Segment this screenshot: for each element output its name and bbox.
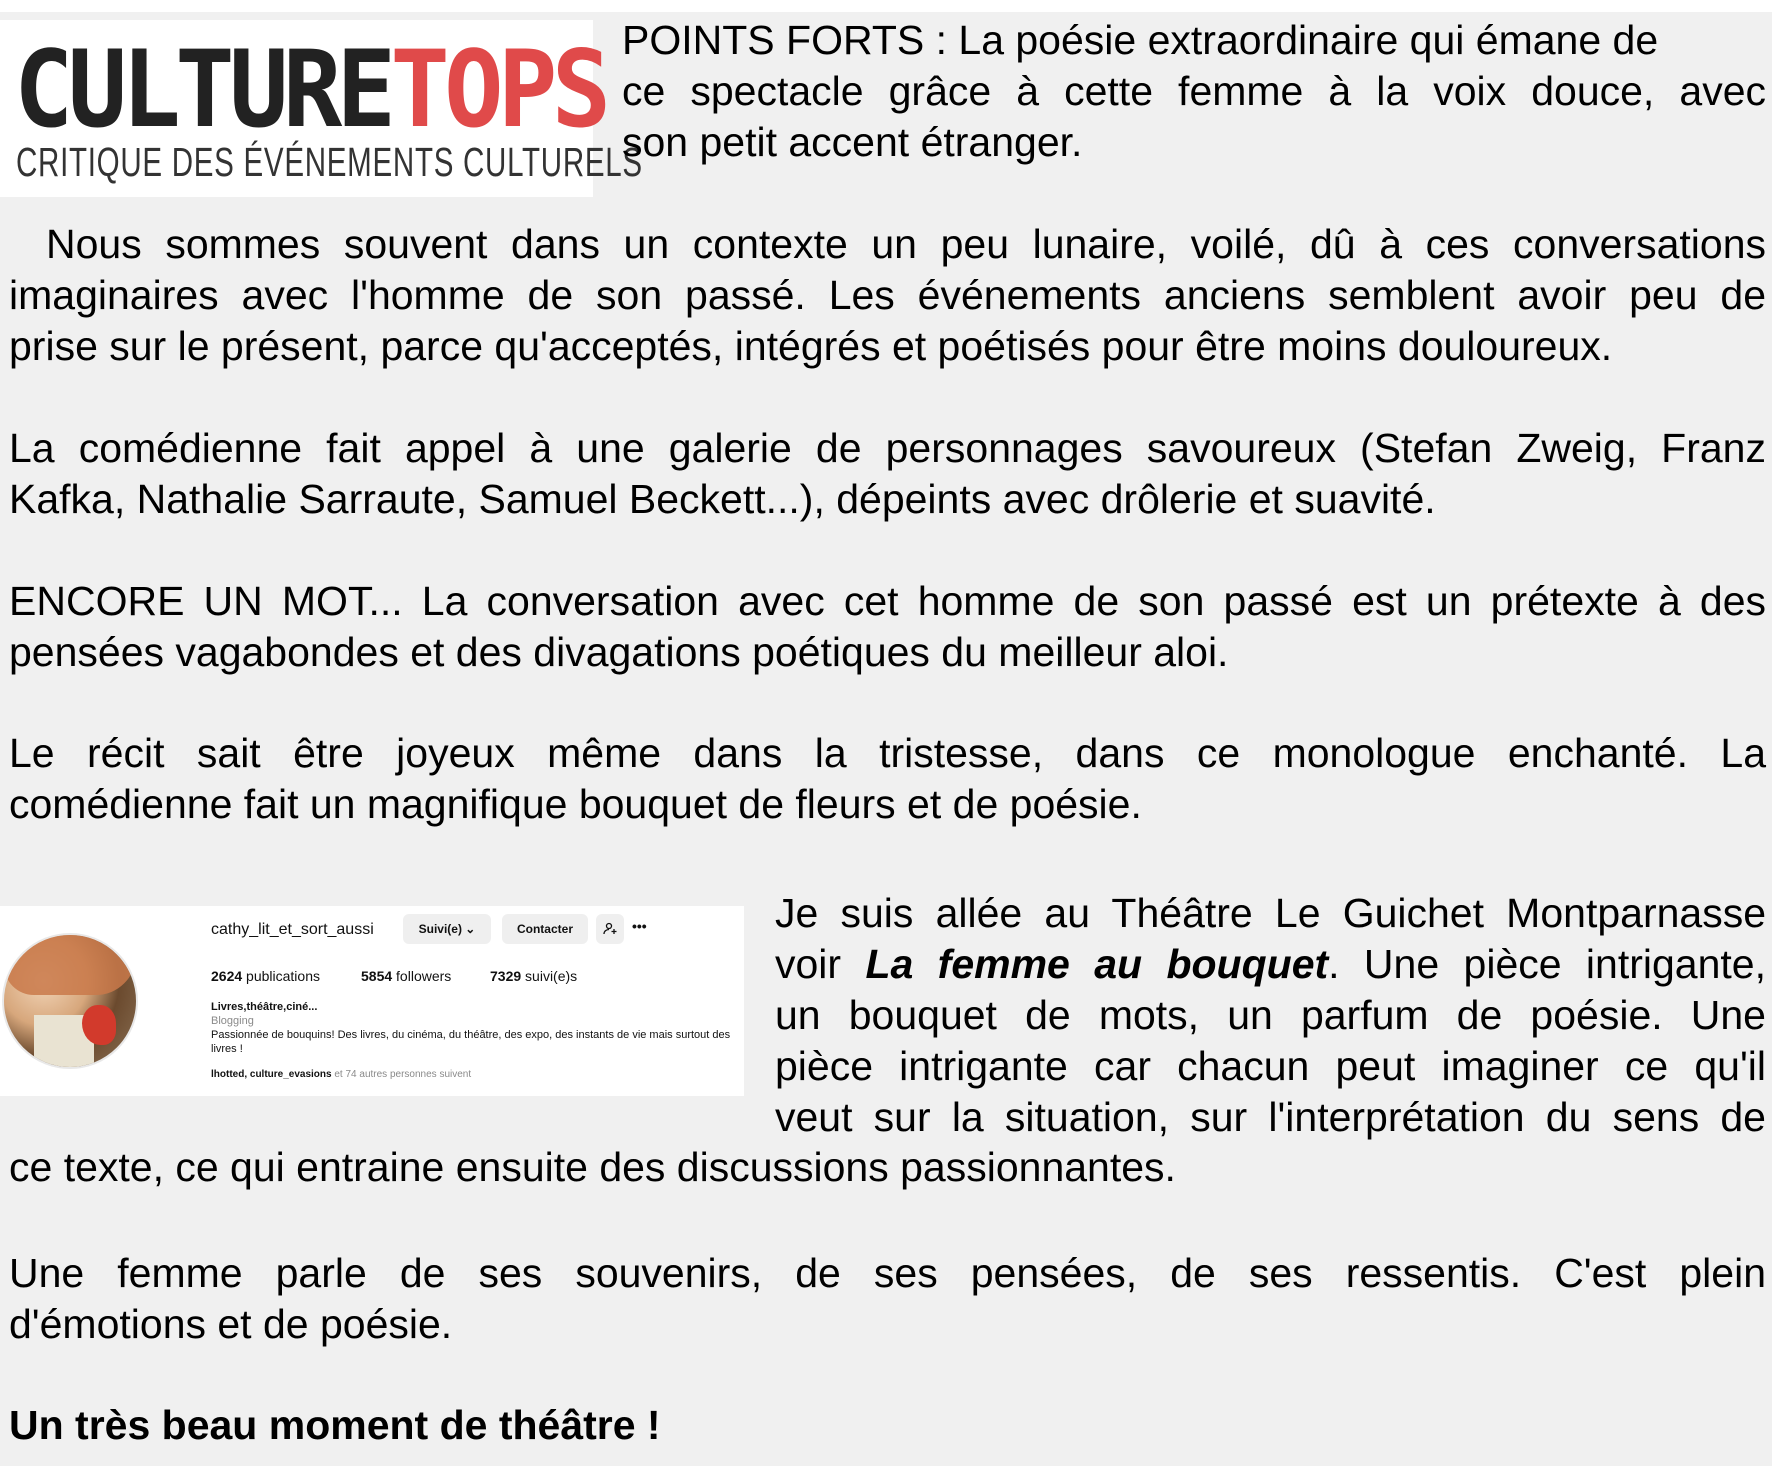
logo-title-tops: TOPS xyxy=(390,28,606,151)
followers-stat[interactable] xyxy=(361,968,451,984)
paragraph-3 xyxy=(9,576,1766,678)
paragraph-5-line2 xyxy=(775,939,1766,990)
followed-by-names[interactable]: lhotted, culture_evasions xyxy=(211,1069,332,1080)
paragraph-1-line1: Nous sommes souvent dans un contexte un peu lunaire, voilé, dû à ces conversations xyxy=(46,221,1766,267)
followed-by-rest: et 74 autres personnes suivent xyxy=(331,1069,472,1080)
paragraph-1-line2: imaginaires avec l'homme de son passé. Les événements anciens semblent avoir peu de xyxy=(9,272,1766,318)
paragraph-2-line1: La comédienne fait appel à une galerie de personnages savoureux (Stefan Zweig, Franz xyxy=(9,425,1766,471)
follow-button[interactable]: Suivi(e) ⌄ xyxy=(403,914,491,944)
logo-title-culture: CULTURE xyxy=(14,28,391,151)
paragraph-6-line2: d'émotions et de poésie. xyxy=(9,1301,453,1347)
more-options-icon[interactable]: ••• xyxy=(632,918,647,934)
paragraph-4-line2: comédienne fait un magnifique bouquet de fleurs et de poésie. xyxy=(9,781,1142,827)
bio-category: Blogging xyxy=(211,1015,254,1027)
add-person-icon[interactable] xyxy=(596,914,624,944)
following-label: suivi(e)s xyxy=(525,968,578,984)
top-border xyxy=(0,0,1772,12)
publications-stat xyxy=(211,968,320,984)
contact-button[interactable]: Contacter xyxy=(502,914,588,944)
instagram-profile-screenshot xyxy=(0,906,744,1096)
bio-name: Livres,théâtre,ciné... xyxy=(211,1001,318,1013)
paragraph-5-line1: Je suis allée au Théâtre Le Guichet Montparnasse xyxy=(775,890,1766,936)
following-stat[interactable] xyxy=(490,968,577,984)
points-forts-line3: son petit accent étranger. xyxy=(622,119,1083,165)
followed-by xyxy=(211,1068,741,1082)
points-forts-line2: ce spectacle grâce à cette femme à la voix douce, avec xyxy=(622,68,1766,114)
paragraph-5-line2-post: . Une pièce intrigante, xyxy=(1328,941,1766,987)
paragraph-2 xyxy=(9,423,1766,525)
paragraph-4 xyxy=(9,728,1766,830)
paragraph-2-line2: Kafka, Nathalie Sarraute, Samuel Beckett...), dépeints avec drôlerie et suavité. xyxy=(9,476,1436,522)
paragraph-5-line5: veut sur la situation, sur l'interprétation du sens de xyxy=(775,1094,1766,1140)
following-count: 7329 xyxy=(490,968,522,984)
instagram-username: cathy_lit_et_sort_aussi xyxy=(211,921,374,938)
points-forts-line1: POINTS FORTS : La poésie extraordinaire qui émane de xyxy=(622,17,1659,63)
followers-count: 5854 xyxy=(361,968,393,984)
followers-label: followers xyxy=(396,968,452,984)
avatar xyxy=(2,933,138,1069)
bio-text: Passionnée de bouquins! Des livres, du cinéma, du théâtre, des expo, des instants de vie mais surtout des livres ! xyxy=(211,1029,731,1055)
paragraph-1-line3: prise sur le présent, parce qu'acceptés, intégrés et poétisés pour être moins douloureux. xyxy=(9,323,1613,369)
logo-subtitle: CRITIQUE DES ÉVÉNEMENTS CULTURELS xyxy=(16,139,643,185)
paragraph-6 xyxy=(9,1248,1766,1350)
paragraph-5-line4: pièce intrigante car chacun peut imaginer ce qu'il xyxy=(775,1043,1766,1089)
play-title: La femme au bouquet xyxy=(865,941,1329,987)
closing-line: Un très beau moment de théâtre ! xyxy=(9,1402,661,1448)
paragraph-5-line3: un bouquet de mots, un parfum de poésie. Une xyxy=(775,992,1766,1038)
paragraph-1 xyxy=(9,219,1766,372)
paragraph-5-line2-pre: voir xyxy=(775,941,866,987)
publications-label: publications xyxy=(246,968,320,984)
paragraph-5-line6: ce texte, ce qui entraine ensuite des discussions passionnantes. xyxy=(9,1144,1176,1190)
paragraph-4-line1: Le récit sait être joyeux même dans la tristesse, dans ce monologue enchanté. La xyxy=(9,730,1766,776)
culturetops-logo xyxy=(0,20,643,197)
paragraph-3-line1: ENCORE UN MOT... La conversation avec cet homme de son passé est un prétexte à des xyxy=(9,578,1766,624)
logo-title xyxy=(14,28,606,151)
paragraph-3-line2: pensées vagabondes et des divagations poétiques du meilleur aloi. xyxy=(9,629,1229,675)
paragraph-6-line1: Une femme parle de ses souvenirs, de ses pensées, de ses ressentis. C'est plein xyxy=(9,1250,1766,1296)
publications-count: 2624 xyxy=(211,968,243,984)
